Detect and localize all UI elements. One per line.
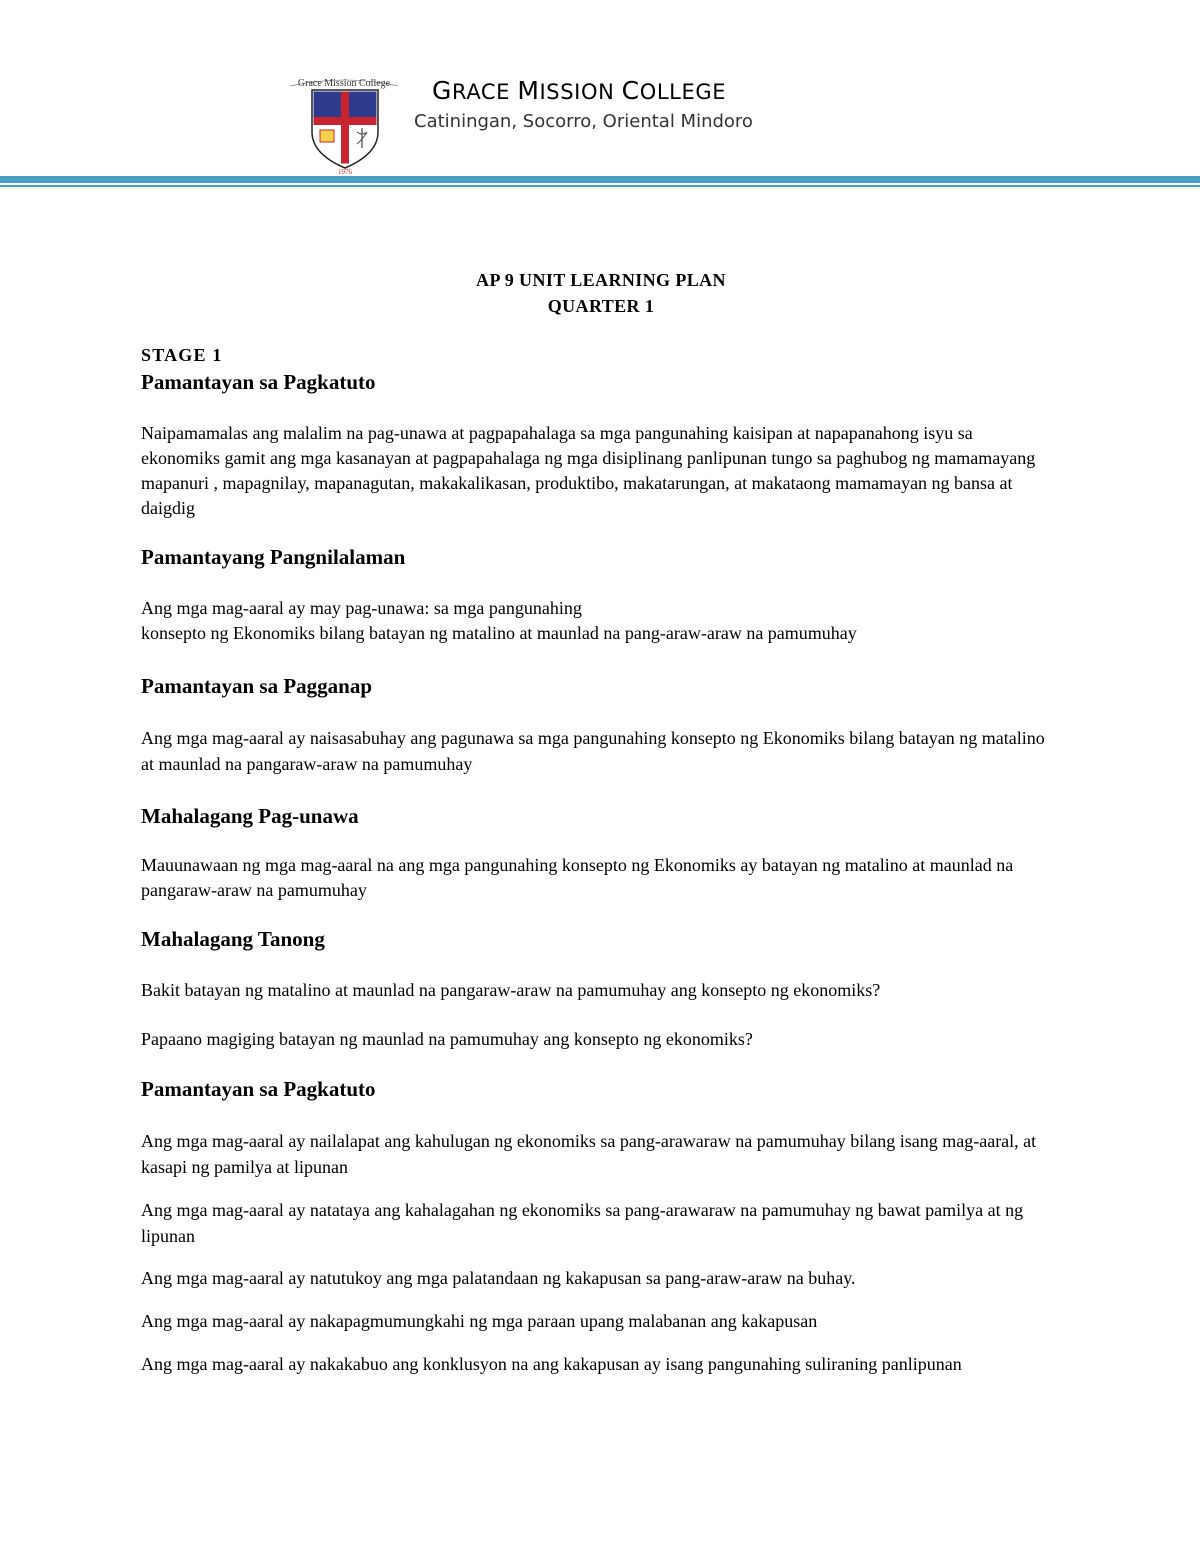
college-address: Catiningan, Socorro, Oriental Mindoro (414, 111, 753, 132)
document-subtitle: QUARTER 1 (547, 296, 655, 316)
section-paragraph: Ang mga mag-aaral ay nakakabuo ang konklusyon na ang kakapusan ay isang pangunahing suliraning panlipunan (141, 1354, 962, 1374)
college-name-initial: M (517, 76, 540, 105)
svg-text:Grace Mission College: Grace Mission College (297, 78, 391, 89)
section-heading: Mahalagang Tanong (141, 927, 325, 951)
section-paragraph: Ang mga mag-aaral ay may pag-unawa: sa mga pangunahing konsepto ng Ekonomiks bilang batayan ng matalino at maunlad na pang-araw-araw na pamumuhay (141, 598, 857, 643)
section-heading: Mahalagang Pag-unawa (141, 804, 359, 828)
section-heading: Pamantayan sa Pagkatuto (141, 1077, 376, 1101)
header-divider-thin (0, 185, 1200, 187)
section-heading: Pamantayan sa Pagkatuto (141, 370, 376, 394)
section-paragraph: Ang mga mag-aaral ay nakapagmumungkahi ng mga paraan upang malabanan ang kakapusan (141, 1311, 818, 1331)
college-name-initial: C (621, 76, 640, 105)
section-paragraph: Mauunawaan ng mga mag-aaral na ang mga pangunahing konsepto ng Ekonomiks ay batayan ng matalino at maunlad na pangaraw-araw na pamumuhay (141, 855, 1014, 900)
section-paragraph: Naipamamalas ang malalim na pag-unawa at pagpapahalaga sa mga pangunahing kaisipan at napapanahong isyu sa ekonomiks gamit ang mga kasanayan at pagpapahalaga ng mga disiplinang panlipunan tungo sa paghubog ng mamamayang mapanuri , mapagnilay, mapanagutan, makakalikasan, produktibo, makatarungan, at makataong mamamayan ng bansa at daigdig (141, 423, 1036, 518)
section-paragraph: Ang mga mag-aaral ay naisasabuhay ang pagunawa sa mga pangunahing konsepto ng Ekonomiks bilang batayan ng matalino at maunlad na pangaraw-araw na pamumuhay (141, 728, 1045, 774)
section-paragraph: Ang mga mag-aaral ay natutukoy ang mga palatandaan ng kakapusan sa pang-araw-araw na buhay. (141, 1268, 856, 1288)
letterhead (0, 0, 1200, 190)
section-paragraph: Ang mga mag-aaral ay natataya ang kahalagahan ng ekonomiks sa pang-arawaraw na pamumuhay ng bawat pamilya at ng lipunan (141, 1200, 1024, 1246)
college-name (432, 76, 726, 105)
section-paragraph: Papaano magiging batayan ng maunlad na pamumuhay ang konsepto ng ekonomiks? (141, 1029, 753, 1049)
section-paragraph: Bakit batayan ng matalino at maunlad na pangaraw-araw na pamumuhay ang konsepto ng ekonomiks? (141, 980, 881, 1000)
stage-label: STAGE 1 (141, 345, 223, 365)
document-title: AP 9 UNIT LEARNING PLAN (476, 270, 726, 290)
college-name-rest: ISSION (539, 80, 622, 104)
college-seal-logo (284, 74, 404, 174)
section-paragraph: Ang mga mag-aaral ay nailalapat ang kahulugan ng ekonomiks sa pang-arawaraw na pamumuhay bilang isang mag-aaral, at kasapi ng pamilya at lipunan (141, 1131, 1037, 1177)
college-name-rest: OLLEGE (639, 80, 727, 104)
college-name-initial: G (432, 76, 452, 105)
section-heading: Pamantayang Pangnilalaman (141, 545, 406, 569)
college-name-rest: RACE (451, 80, 518, 104)
header-divider (0, 176, 1200, 183)
section-heading: Pamantayan sa Pagganap (141, 674, 373, 698)
svg-text:1976: 1976 (338, 168, 352, 174)
